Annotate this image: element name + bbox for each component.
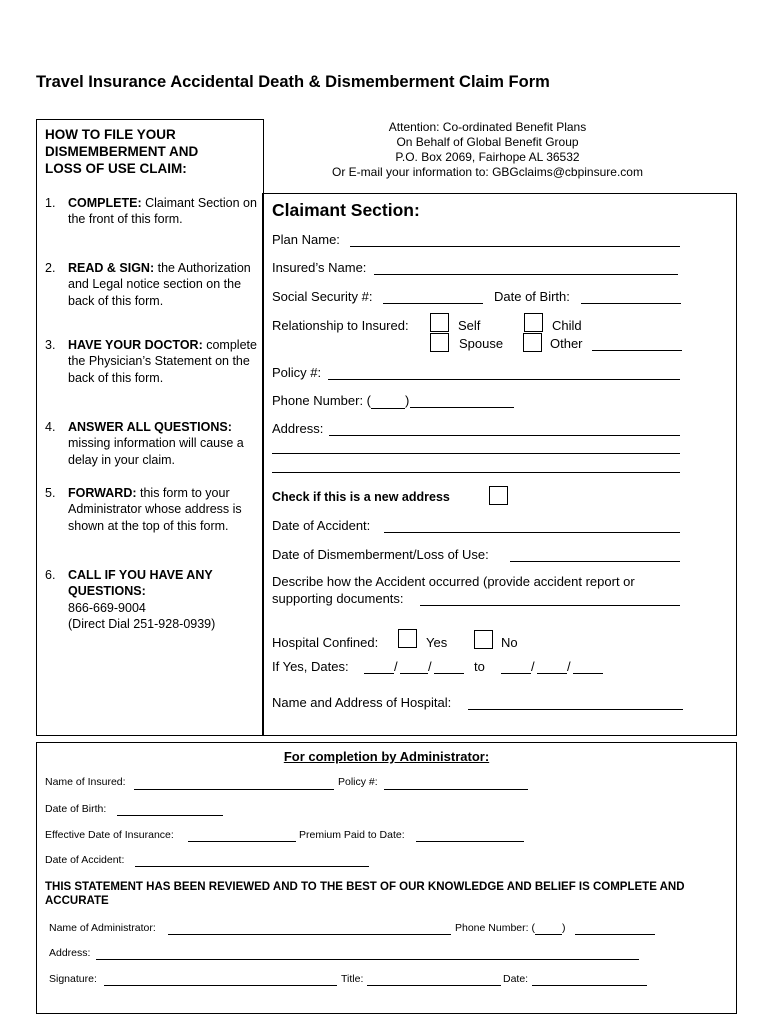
review-statement: THIS STATEMENT HAS BEEN REVIEWED AND TO THE BEST OF OUR KNOWLEDGE AND BELIEF IS COMPLETE AND ACCURATE [45, 881, 685, 907]
accident-date-field[interactable] [384, 532, 680, 533]
new-address-label: Check if this is a new address [272, 490, 450, 504]
admin-accident-date-label: Date of Accident: [45, 854, 125, 866]
address-field-2[interactable] [272, 453, 680, 454]
other-field[interactable] [592, 350, 682, 351]
admin-name-label: Name of Administrator: [49, 922, 156, 934]
hospital-no-checkbox[interactable] [474, 630, 493, 649]
step-title: CALL IF YOU HAVE ANY QUESTIONS: [68, 568, 213, 599]
step-number: 1. [45, 196, 56, 210]
attention-line: P.O. Box 2069, Fairhope AL 36532 [395, 150, 580, 164]
admin-area-code-field[interactable] [535, 922, 562, 935]
phone-field[interactable] [410, 407, 514, 408]
step-forward [45, 485, 259, 534]
ssn-field[interactable] [383, 303, 483, 304]
insured-name-field[interactable] [374, 274, 678, 275]
hospital-confined-label: Hospital Confined: [272, 635, 379, 650]
phone-paren: ) [405, 393, 410, 408]
step-text: this form to your Administrator whose address is shown at the top of this form. [68, 486, 242, 533]
step-text: missing information will cause a delay in your claim. [68, 436, 244, 467]
spouse-checkbox[interactable] [430, 333, 449, 352]
form-title: Travel Insurance Accidental Death & Dismemberment Claim Form [36, 73, 550, 91]
attention-address [300, 120, 675, 180]
step-doctor [45, 337, 259, 386]
if-yes-label: If Yes, Dates: [272, 659, 349, 674]
step-title: ANSWER ALL QUESTIONS: [68, 420, 232, 434]
other-label: Other [550, 336, 583, 351]
attention-line: On Behalf of Global Benefit Group [396, 135, 579, 149]
spouse-label: Spouse [459, 336, 504, 351]
help-direct-dial: (Direct Dial 251-928-0939) [68, 616, 216, 631]
claimant-section [262, 193, 737, 736]
admin-name-field[interactable] [168, 934, 451, 935]
step-title: HAVE YOUR DOCTOR: [68, 338, 203, 352]
how-to-heading-line: HOW TO FILE YOUR [45, 127, 176, 142]
plan-name-field[interactable] [350, 246, 680, 247]
address-field-1[interactable] [329, 435, 680, 436]
ssn-label: Social Security #: [272, 289, 373, 304]
admin-policy-label: Policy #: [338, 776, 378, 788]
accident-date-label: Date of Accident: [272, 518, 371, 533]
step-title: READ & SIGN: [68, 261, 155, 275]
hospital-name-field[interactable] [468, 709, 683, 710]
describe-field[interactable] [420, 605, 680, 606]
attention-line: Attention: Co-ordinated Benefit Plans [388, 120, 587, 134]
to-label: to [474, 659, 485, 674]
step-title: FORWARD: [68, 486, 137, 500]
self-checkbox[interactable] [430, 313, 449, 332]
plan-name-label: Plan Name: [272, 232, 340, 247]
effective-date-field[interactable] [188, 841, 296, 842]
phone-group [272, 393, 409, 409]
child-checkbox[interactable] [524, 313, 543, 332]
step-number: 4. [45, 420, 56, 434]
admin-address-label: Address: [49, 947, 91, 959]
dismemberment-date-label: Date of Dismemberment/Loss of Use: [272, 547, 489, 562]
describe-label-2: supporting documents: [272, 591, 404, 606]
attention-line: Or E-mail your information to: GBGclaims@cbpinsure.com [332, 165, 643, 179]
address-label: Address: [272, 421, 324, 436]
claimant-heading: Claimant Section: [272, 200, 420, 220]
admin-name-insured-label: Name of Insured: [45, 776, 126, 788]
administrator-section [36, 742, 737, 1014]
address-field-3[interactable] [272, 472, 680, 473]
admin-policy-field[interactable] [384, 789, 528, 790]
admin-phone-label: Phone Number: ( [455, 922, 535, 934]
yes-label: Yes [426, 635, 448, 650]
admin-dob-field[interactable] [117, 815, 223, 816]
policy-field[interactable] [328, 379, 680, 380]
dob-field[interactable] [581, 303, 681, 304]
admin-accident-date-field[interactable] [135, 866, 369, 867]
how-to-heading-line: LOSS OF USE CLAIM: [45, 161, 187, 176]
step-text: the Authorization and Legal notice section on the back of this form. [68, 261, 251, 308]
area-code-field[interactable] [371, 393, 405, 409]
hospital-name-label: Name and Address of Hospital: [272, 695, 452, 710]
admin-address-field[interactable] [96, 959, 639, 960]
admin-phone-group [455, 922, 565, 935]
step-number: 2. [45, 261, 56, 275]
signature-label: Signature: [49, 973, 97, 985]
date-separator: / [531, 659, 535, 674]
from-year-field[interactable] [434, 673, 464, 674]
admin-phone-field[interactable] [575, 934, 655, 935]
title-field[interactable] [367, 985, 501, 986]
premium-paid-label: Premium Paid to Date: [299, 829, 405, 841]
admin-heading: For completion by Administrator: [283, 749, 490, 764]
dismemberment-date-field[interactable] [510, 561, 680, 562]
child-label: Child [552, 318, 582, 333]
admin-name-insured-field[interactable] [134, 789, 334, 790]
to-year-field[interactable] [573, 673, 603, 674]
date-separator: / [428, 659, 432, 674]
hospital-yes-checkbox[interactable] [398, 629, 417, 648]
new-address-checkbox[interactable] [489, 486, 508, 505]
premium-paid-field[interactable] [416, 841, 524, 842]
phone-label: Phone Number: ( [272, 393, 371, 408]
step-number: 5. [45, 486, 56, 500]
step-complete [45, 195, 259, 228]
effective-date-label: Effective Date of Insurance: [45, 829, 174, 841]
step-read-sign [45, 260, 259, 309]
date-separator: / [567, 659, 571, 674]
how-to-heading [45, 126, 198, 177]
signature-field[interactable] [104, 985, 337, 986]
admin-phone-paren: ) [561, 922, 566, 934]
self-label: Self [458, 318, 481, 333]
step-text: Claimant Section on the front of this form. [68, 196, 257, 227]
title-label: Title: [341, 973, 364, 985]
step-text: complete the Physician’s Statement on the back of this form. [68, 338, 257, 385]
relationship-label: Relationship to Insured: [272, 318, 409, 333]
date-label: Date: [503, 973, 529, 985]
to-day-field[interactable] [537, 673, 567, 674]
how-to-heading-line: DISMEMBERMENT AND [45, 144, 199, 159]
help-phone: 866-669-9004 [68, 600, 146, 615]
to-month-field[interactable] [501, 673, 531, 674]
insured-name-label: Insured’s Name: [272, 260, 367, 275]
admin-dob-label: Date of Birth: [45, 803, 107, 815]
describe-label: Describe how the Accident occurred (provide accident report or [272, 574, 635, 589]
step-call [45, 567, 259, 632]
date-separator: / [394, 659, 398, 674]
no-label: No [501, 635, 518, 650]
from-day-field[interactable] [400, 673, 428, 674]
other-checkbox[interactable] [523, 333, 542, 352]
step-number: 6. [45, 568, 56, 582]
step-answer [45, 419, 259, 468]
date-field[interactable] [532, 985, 647, 986]
step-number: 3. [45, 338, 56, 352]
policy-label: Policy #: [272, 365, 322, 380]
step-title: COMPLETE: [68, 196, 142, 210]
from-month-field[interactable] [364, 673, 394, 674]
dob-label: Date of Birth: [494, 289, 570, 304]
how-to-file-panel [36, 119, 264, 736]
